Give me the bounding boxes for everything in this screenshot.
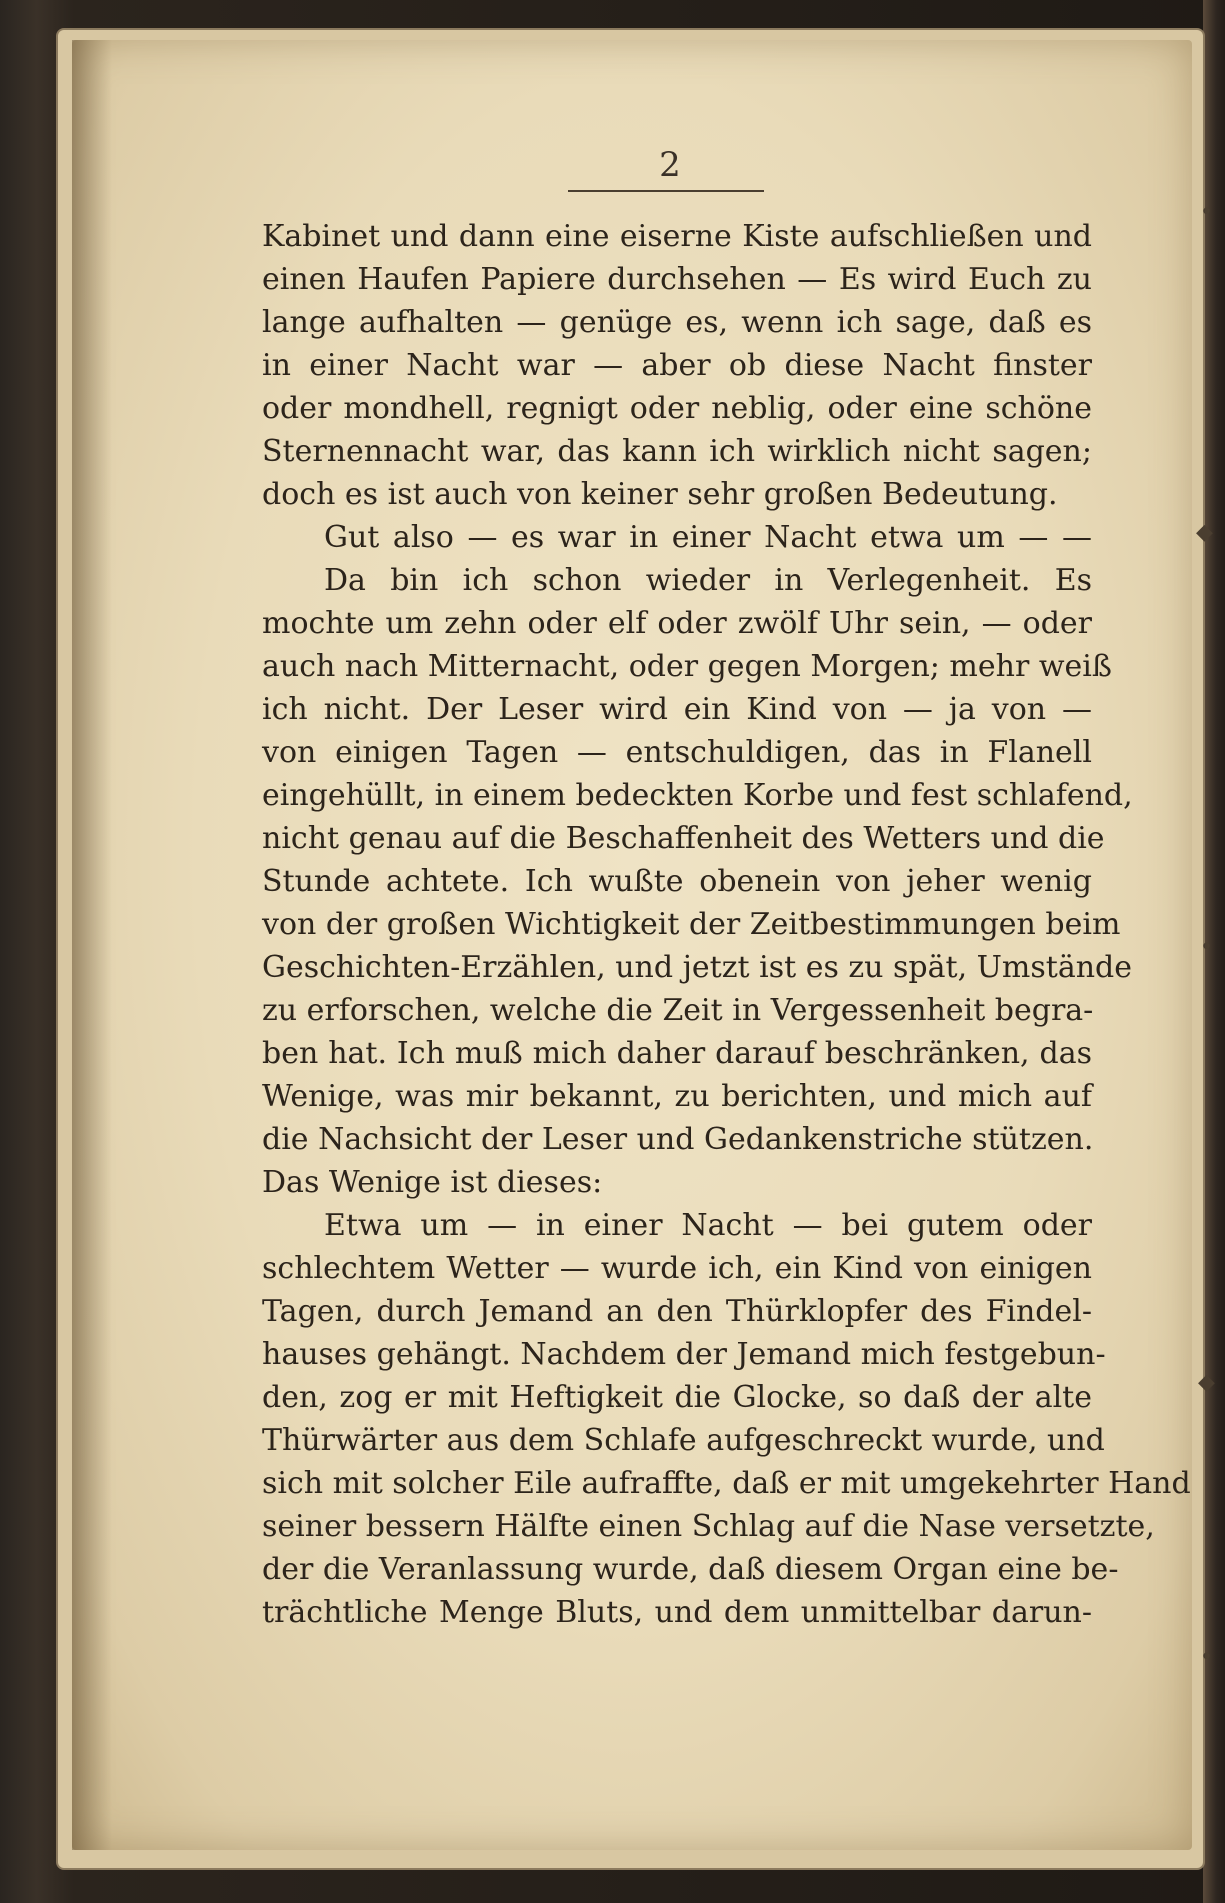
text-line: doch es ist auch von keiner sehr großen Bedeutung. xyxy=(262,477,1058,512)
text-line: eingehüllt, in einem bedeckten Korbe und fest schlafend, xyxy=(262,778,1133,813)
text-line: Gut also — es war in einer Nacht etwa um — — xyxy=(324,520,1092,555)
text-line: Etwa um — in einer Nacht — bei gutem oder xyxy=(324,1208,1092,1243)
margin-speck: ◆ xyxy=(1198,1370,1215,1395)
text-line: Tagen, durch Jemand an den Thürklopfer des Findel- xyxy=(262,1294,1092,1329)
text-line: mochte um zehn oder elf oder zwölf Uhr sein, — oder xyxy=(262,606,1092,641)
text-line: einen Haufen Papiere durchsehen — Es wird Euch zu xyxy=(262,262,1092,297)
text-line: zu erforschen, welche die Zeit in Vergessenheit begra- xyxy=(262,993,1094,1028)
margin-speck: ◆ xyxy=(1196,520,1213,545)
text-line: auch nach Mitternacht, oder gegen Morgen; mehr weiß xyxy=(262,649,1112,684)
text-line: hauses gehängt. Nachdem der Jemand mich festgebun- xyxy=(262,1337,1106,1372)
text-line: oder mondhell, regnigt oder neblig, oder eine schöne xyxy=(262,391,1092,426)
text-line: sich mit solcher Eile aufraffte, daß er mit umgekehrter Hand xyxy=(262,1466,1191,1501)
text-line: schlechtem Wetter — wurde ich, ein Kind von einigen xyxy=(262,1251,1092,1286)
margin-speck: • xyxy=(1200,1645,1213,1670)
text-line: Da bin ich schon wieder in Verlegenheit. Es xyxy=(324,563,1092,598)
text-line: Das Wenige ist dieses: xyxy=(262,1165,603,1200)
text-line: Wenige, was mir bekannt, zu berichten, und mich auf xyxy=(262,1079,1092,1114)
text-line: von der großen Wichtigkeit der Zeitbestimmungen beim xyxy=(262,907,1121,942)
margin-speck: • xyxy=(1200,200,1213,225)
text-line: Stunde achtete. Ich wußte obenein von jeher wenig xyxy=(262,864,1092,899)
page-number: 2 xyxy=(659,145,681,185)
text-line: trächtliche Menge Bluts, und dem unmittelbar darun- xyxy=(262,1595,1092,1630)
text-line: lange aufhalten — genüge es, wenn ich sage, daß es xyxy=(262,305,1092,340)
text-line: Sternennacht war, das kann ich wirklich nicht sagen; xyxy=(262,434,1092,469)
text-line: nicht genau auf die Beschaffenheit des Wetters und die xyxy=(262,821,1105,856)
page-gutter-shadow xyxy=(72,40,112,1850)
text-line: in einer Nacht war — aber ob diese Nacht finster xyxy=(262,348,1092,383)
text-line: seiner bessern Hälfte einen Schlag auf die Nase versetzte, xyxy=(262,1509,1155,1544)
body-text xyxy=(262,215,1191,1634)
header-rule xyxy=(568,190,764,192)
margin-speck: • xyxy=(1200,935,1213,960)
text-line: ich nicht. Der Leser wird ein Kind von — ja von — xyxy=(262,692,1092,727)
text-line: den, zog er mit Heftigkeit die Glocke, so daß der alte xyxy=(262,1380,1092,1415)
text-line: Kabinet und dann eine eiserne Kiste aufschließen und xyxy=(262,219,1092,254)
text-line: der die Veranlassung wurde, daß diesem Organ eine be- xyxy=(262,1552,1119,1587)
text-line: die Nachsicht der Leser und Gedankenstriche stützen. xyxy=(262,1122,1094,1157)
text-line: ben hat. Ich muß mich daher darauf beschränken, das xyxy=(262,1036,1092,1071)
text-line: von einigen Tagen — entschuldigen, das in Flanell xyxy=(262,735,1092,770)
text-line: Thürwärter aus dem Schlafe aufgeschreckt wurde, und xyxy=(262,1423,1105,1458)
text-line: Geschichten-Erzählen, und jetzt ist es zu spät, Umstände xyxy=(262,950,1132,985)
